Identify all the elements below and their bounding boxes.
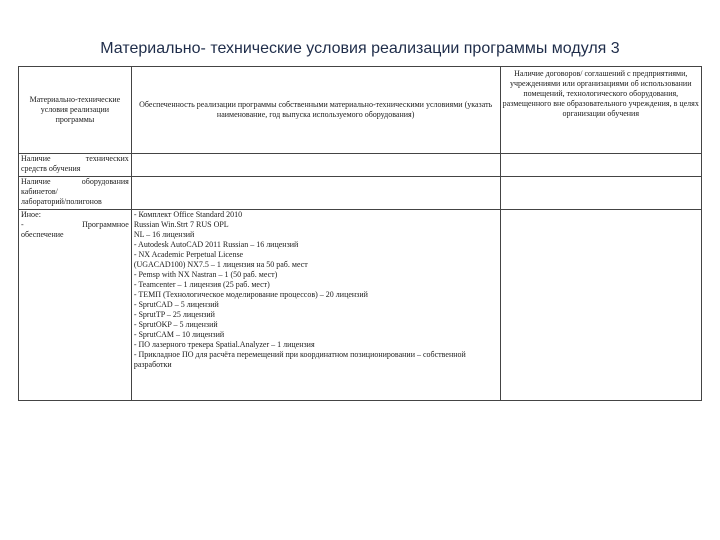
header-own-provision: Обеспеченность реализации программы собственными материально-техническими условиями (указать наименование, год выпуска используемого оборудования) xyxy=(131,67,500,154)
row-label-line: лабораторий/полигонов xyxy=(21,197,102,206)
row-label-line: Иное: xyxy=(21,210,41,219)
software-item: - Pemsp with NX Nastran – 1 (50 раб. мест) xyxy=(133,270,278,279)
row-label-line: кабинетов/ xyxy=(21,187,58,196)
row-cell-own xyxy=(131,154,500,177)
row-label-line: - Программное xyxy=(21,220,129,229)
row-label-technical-means xyxy=(19,154,132,177)
software-list xyxy=(131,210,500,401)
software-item: - SprutCAM – 10 лицензий xyxy=(133,330,225,339)
software-item: Russian Win.Strt 7 RUS OPL xyxy=(133,220,229,229)
row-label-line: Наличие оборудования xyxy=(21,177,129,186)
row-cell-agreements xyxy=(500,177,702,210)
page-title: Материально- технические условия реализации программы модуля 3 xyxy=(100,40,620,57)
table-row xyxy=(19,210,702,401)
row-cell-own xyxy=(131,177,500,210)
software-item: - NX Academic Perpetual License xyxy=(133,250,244,259)
software-item: - SprutOKP – 5 лицензий xyxy=(133,320,218,329)
software-item: - SprutCAD – 5 лицензий xyxy=(133,300,219,309)
header-conditions: Материально-технические условия реализации программы xyxy=(19,67,132,154)
row-label-equipment xyxy=(19,177,132,210)
row-label-line: Наличие технических xyxy=(21,154,129,163)
software-item: - Autodesk AutoCAD 2011 Russian – 16 лицензий xyxy=(133,240,299,249)
row-cell-agreements xyxy=(500,210,702,401)
conditions-table xyxy=(18,66,702,401)
row-cell-agreements xyxy=(500,154,702,177)
row-label-other xyxy=(19,210,132,401)
row-label-line: средств обучения xyxy=(21,164,81,173)
software-item: - TEMП (Технологическое моделирование процессов) – 20 лицензий xyxy=(133,290,368,299)
header-agreements: Наличие договоров/ соглашений с предприятиями, учреждениями или организациями об использовании помещений, технологического оборудования, размещенного вне образовательного учреждения, в целях организации обучения xyxy=(500,67,702,154)
table-row xyxy=(19,154,702,177)
software-item: - SprutTP – 25 лицензий xyxy=(133,310,215,319)
software-item: - Teamcenter – 1 лицензия (25 раб. мест) xyxy=(133,280,270,289)
table-row xyxy=(19,177,702,210)
table-header-row xyxy=(19,67,702,154)
software-item: (UGACAD100) NX7.5 – 1 лицензия на 50 раб. мест xyxy=(133,260,308,269)
row-label-line: обеспечение xyxy=(21,230,64,239)
software-item: NL – 16 лицензий xyxy=(133,230,195,239)
software-item: - Прикладное ПО для расчёта перемещений при координатном позиционировании – собственной разработки xyxy=(133,350,466,369)
software-item: - ПО лазерного трекера Spatial.Analyzer – 1 лицензия xyxy=(133,340,315,349)
software-item: - Комплект Office Standard 2010 xyxy=(133,210,243,219)
